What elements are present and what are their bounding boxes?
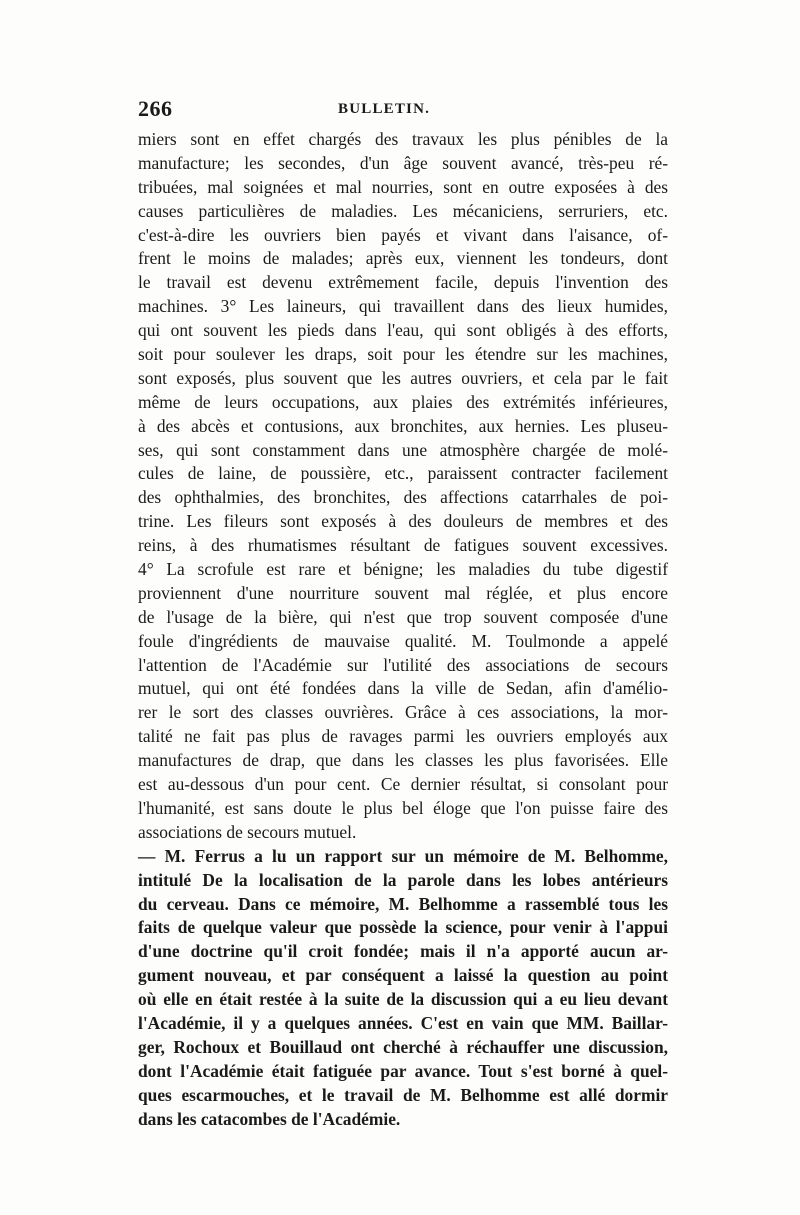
text-line: mutuel, qui ont été fondées dans la ville de Sedan, afin d'amélio-	[138, 678, 668, 699]
text-line: tribuées, mal soignées et mal nourries, sont en outre exposées à des	[138, 176, 668, 197]
text-line: l'attention de l'Académie sur l'utilité des associations de secours	[138, 654, 668, 675]
text-line: manufacture; les secondes, d'un âge souvent avancé, très-peu ré-	[138, 152, 668, 173]
page-number: 266	[138, 96, 173, 121]
text-line: sont exposés, plus souvent que les autres ouvriers, et cela par le fait	[138, 367, 668, 388]
text-line: miers sont en effet chargés des travaux les plus pénibles de la	[138, 129, 668, 149]
text-line: des ophthalmies, des bronchites, des affections catarrhales de poi-	[138, 487, 668, 508]
text-line: à des abcès et contusions, aux bronchites, aux hernies. Les pluseu-	[138, 415, 668, 436]
text-line: dont l'Académie était fatiguée par avance. Tout s'est borné à quel-	[138, 1060, 668, 1081]
page-header	[138, 96, 668, 122]
running-head: BULLETIN.	[338, 101, 431, 117]
text-line: d'une doctrine qu'il croit fondée; mais il n'a apporté aucun ar-	[138, 941, 668, 962]
text-line: faits de quelque valeur que possède la science, pour venir à l'appui	[138, 917, 668, 938]
text-line: 4° La scrofule est rare et bénigne; les maladies du tube digestif	[138, 559, 668, 580]
text-line: gument nouveau, et par conséquent a laissé la question au point	[138, 965, 668, 986]
text-line: machines. 3° Les laineurs, qui travaillent dans des lieux humides,	[138, 296, 668, 317]
text-line: reins, à des rhumatismes résultant de fatigues souvent excessives.	[138, 535, 668, 556]
text-line: soit pour soulever les draps, soit pour les étendre sur les machines,	[138, 344, 668, 365]
text-line: associations de secours mutuel.	[138, 821, 357, 842]
text-line: cules de laine, de poussière, etc., paraissent contracter facilement	[138, 463, 668, 484]
text-line: qui ont souvent les pieds dans l'eau, qui sont obligés à des efforts,	[138, 320, 668, 341]
text-line: l'Académie, il y a quelques années. C'est en vain que MM. Baillar-	[138, 1012, 668, 1033]
text-line: — M. Ferrus a lu un rapport sur un mémoire de M. Belhomme,	[138, 845, 668, 866]
text-line: intitulé De la localisation de la parole dans les lobes antérieurs	[138, 869, 668, 890]
text-line: proviennent d'une nourriture souvent mal réglée, et plus encore	[138, 582, 668, 603]
text-line: dans les catacombes de l'Académie.	[138, 1108, 401, 1129]
text-line: de l'usage de la bière, qui n'est que trop souvent composée d'une	[138, 606, 668, 627]
text-line: talité ne fait pas plus de ravages parmi les ouvriers employés aux	[138, 726, 668, 747]
text-line: est au-dessous d'un pour cent. Ce dernier résultat, si consolant pour	[138, 774, 668, 795]
text-line: le travail est devenu extrêmement facile, depuis l'invention des	[138, 272, 668, 293]
text-line: frent le moins de malades; après eux, viennent les tondeurs, dont	[138, 248, 668, 269]
text-line: rer le sort des classes ouvrières. Grâce à ces associations, la mor-	[138, 702, 668, 723]
text-line: ger, Rochoux et Bouillaud ont cherché à réchauffer une discussion,	[138, 1036, 668, 1057]
text-line: ques escarmouches, et le travail de M. Belhomme est allé dormir	[138, 1084, 668, 1105]
text-line: foule d'ingrédients de mauvaise qualité. M. Toulmonde a appelé	[138, 630, 668, 651]
text-line: du cerveau. Dans ce mémoire, M. Belhomme a rassemblé tous les	[138, 893, 668, 914]
text-line: même de leurs occupations, aux plaies des extrémités inférieures,	[138, 391, 668, 412]
text-line: causes particulières de maladies. Les mécaniciens, serruriers, etc.	[138, 200, 668, 221]
text-line: ses, qui sont constamment dans une atmosphère chargée de molé-	[138, 439, 668, 460]
body-text	[138, 128, 668, 1131]
text-line: trine. Les fileurs sont exposés à des douleurs de membres et des	[138, 511, 668, 532]
text-line: où elle en était restée à la suite de la discussion qui a eu lieu devant	[138, 989, 668, 1010]
text-line: l'humanité, est sans doute le plus bel éloge que l'on puisse faire des	[138, 797, 668, 818]
text-line: manufactures de drap, que dans les classes les plus favorisées. Elle	[138, 750, 668, 771]
text-line: c'est-à-dire les ouvriers bien payés et vivant dans l'aisance, of-	[138, 224, 668, 245]
